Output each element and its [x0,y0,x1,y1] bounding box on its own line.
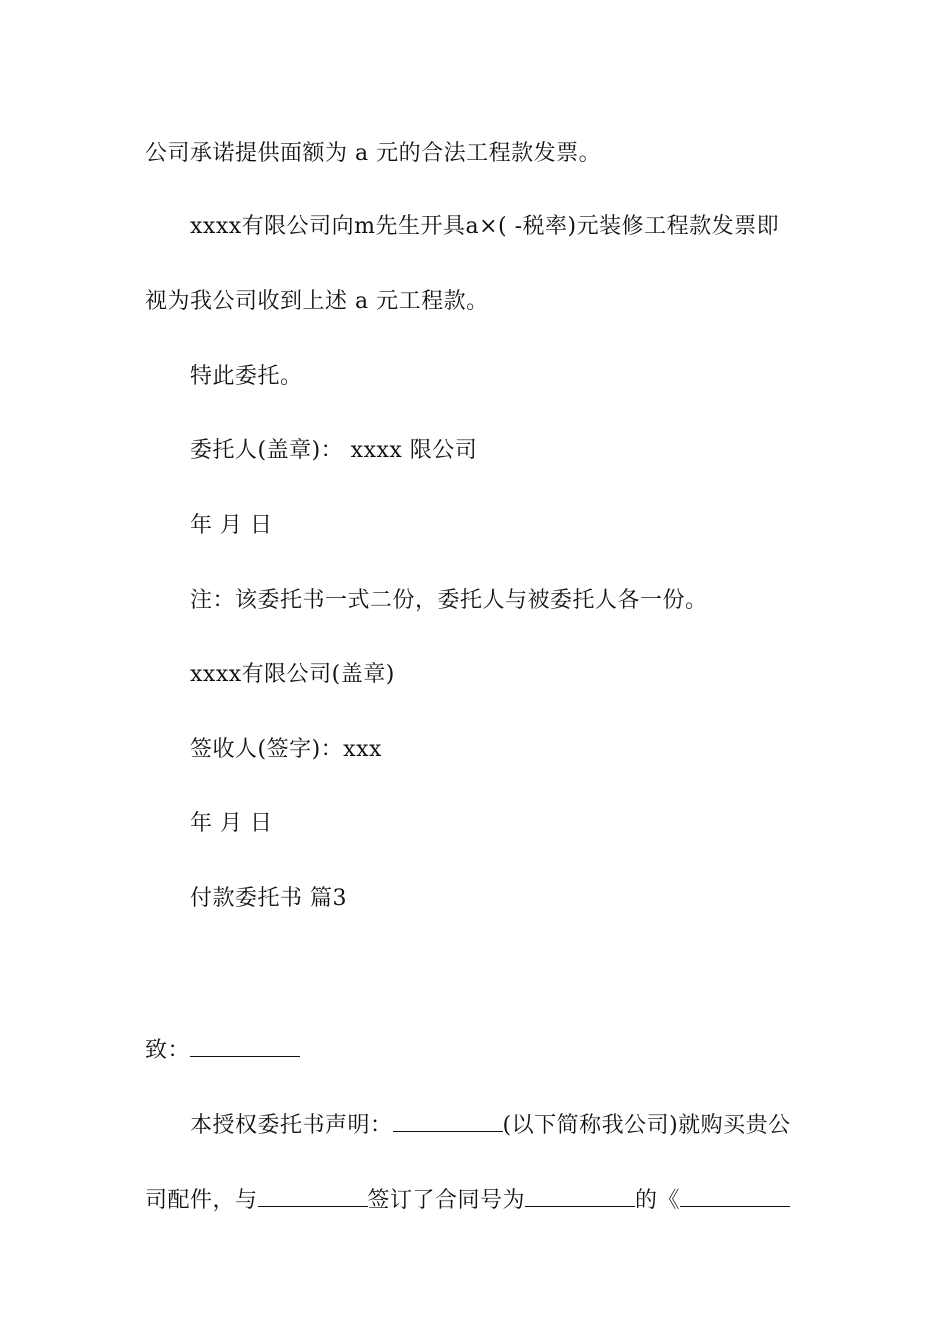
text-line: 公司承诺提供面额为 a 元的合法工程款发票。 [145,141,602,166]
text-line: 委托人(盖章)： xxxx 限公司 [190,438,478,463]
text-line: 年 月 日 [190,513,273,538]
text-line: 注：该委托书一式二份，委托人与被委托人各一份。 [190,588,708,613]
text-line: 视为我公司收到上述 a 元工程款。 [145,289,489,314]
text-line: xxxx有限公司向m先生开具a×( -税率)元装修工程款发票即 [190,214,780,239]
blank-field [393,1109,503,1132]
blank-field [190,1034,300,1057]
addressee-line [145,1034,300,1065]
statement-line [190,1109,791,1140]
statement-text: 司配件，与 [145,1188,258,1213]
to-label: 致： [145,1038,191,1063]
statement-text: 签订了合同号为 [367,1188,526,1213]
blank-field [680,1184,790,1207]
statement-text: (以下简称我公司)就购买贵公 [502,1113,791,1138]
text-line: 签收人(签字)：xxx [190,737,382,762]
blank-field [525,1184,635,1207]
statement-line [145,1184,790,1215]
statement-text: 本授权委托书声明： [190,1113,393,1138]
section-heading: 付款委托书 篇3 [190,886,347,911]
text-line: 特此委托。 [190,364,303,389]
blank-field [258,1184,368,1207]
text-line: xxxx有限公司(盖章) [190,662,395,687]
statement-text: 的《 [635,1188,681,1213]
text-line: 年 月 日 [190,811,273,836]
